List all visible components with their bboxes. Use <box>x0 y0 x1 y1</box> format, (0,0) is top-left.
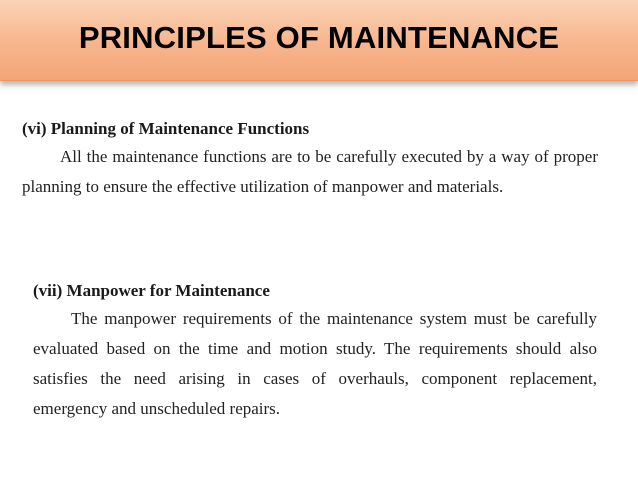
section-heading: (vi) Planning of Maintenance Functions <box>22 119 310 138</box>
slide-title: PRINCIPLES OF MAINTENANCE <box>78 20 560 55</box>
section-planning <box>22 118 598 202</box>
section-paragraph: All the maintenance functions are to be carefully executed by a way of proper planning to ensure the effective utilization of manpower and materials. <box>22 147 598 196</box>
section-heading: (vii) Manpower for Maintenance <box>33 281 270 300</box>
title-banner <box>0 0 638 81</box>
section-paragraph: The manpower requirements of the maintenance system must be carefully evaluated based on the time and motion study. The requirements should also satisfies the need arising in cases of overhauls, component replacement, emergency and unscheduled repairs. <box>33 309 597 418</box>
section-manpower <box>33 280 597 424</box>
